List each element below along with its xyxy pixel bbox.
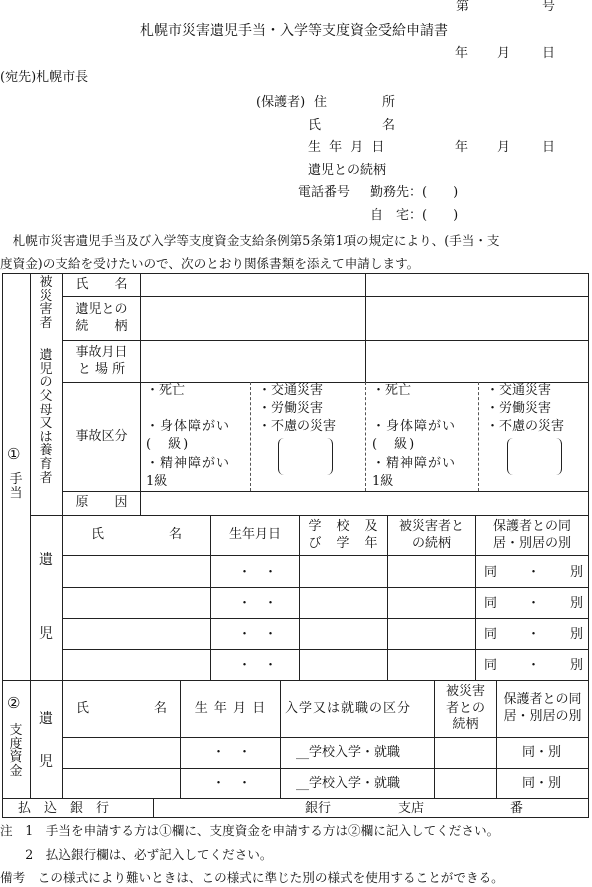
parent-category-death[interactable]: ・死亡 [372, 383, 412, 398]
parent-name-field[interactable] [366, 274, 588, 296]
addressee: (宛先)札幌市長 [0, 70, 89, 85]
work-phone-label: 勤務先：( ) [370, 185, 459, 200]
address-label-2: 所 [382, 95, 396, 110]
victim-relation-field[interactable] [141, 297, 365, 340]
serial-suffix: 号 [542, 0, 556, 14]
child-row-2-dob[interactable]: ・ ・ [238, 596, 278, 611]
parent-type-labor[interactable]: ・労働災害 [486, 401, 552, 416]
parent-accident-field[interactable] [366, 341, 588, 382]
victim-relation-label: 遺児との 続 柄 [75, 301, 128, 334]
address-label-1: 住 [314, 95, 328, 110]
section2-number: ② [7, 694, 21, 712]
orphan-label-1: 遺 [39, 552, 53, 568]
victim-name-field[interactable] [141, 274, 365, 296]
note-2: 2 払込銀行欄は、必ず記入してください。 [0, 847, 273, 862]
child-relation-header: 被災害者との続柄 [398, 518, 464, 551]
serial-prefix: 第 [456, 0, 470, 14]
victim-category-mental[interactable]: ・精神障がい [146, 456, 231, 471]
date-month-label: 月 [497, 46, 511, 61]
s2-row-2-cohab[interactable]: 同・別 [522, 776, 562, 791]
child-row-1-cohab-sep: ・ [527, 565, 541, 580]
child-row-3-cohab-same[interactable]: 同 [484, 627, 498, 642]
birth-year-label: 年 [455, 140, 469, 155]
child-row-2-cohab-apart[interactable]: 別 [570, 596, 584, 611]
form-title: 札幌市災害遺児手当・入学等支度資金受給申請書 [140, 23, 448, 39]
note-remarks: 備考 この様式により難いときは、この様式に準じた別の様式を使用することができる。 [0, 870, 504, 885]
s2-row-2-dob[interactable]: ・ ・ [212, 776, 252, 791]
parent-bracket [507, 438, 562, 475]
date-year-label: 年 [455, 46, 469, 61]
bank-number-suffix: 番 [510, 801, 524, 816]
child-name-header: 氏 名 [90, 527, 182, 543]
parent-relation-field[interactable] [366, 297, 588, 340]
home-phone-label: 自 宅：( ) [370, 208, 459, 223]
parent-type-accident[interactable]: ・不慮の災害 [486, 419, 565, 434]
s2-row-1-entry[interactable]: __学校入学・就職 [296, 745, 401, 760]
victim-category-grade: ( 級) [146, 437, 191, 452]
s2-dob-header: 生 年 月 日 [194, 700, 267, 716]
parent-type-traffic[interactable]: ・交通災害 [486, 383, 552, 398]
intro-line-2: 度資金)の支給を受けたいので、次のとおり関係書類を添えて申請します。 [0, 256, 420, 271]
section1-number: ① [7, 445, 21, 463]
s2-relation-header: 被災害者との続柄 [445, 683, 485, 733]
victim-accident-field[interactable] [141, 341, 365, 382]
s2-entry-header: 入学又は就職の区分 [285, 700, 412, 716]
s2-name-header: 氏 名 [75, 700, 167, 716]
birth-month-label: 月 [497, 140, 511, 155]
child-cohab-header: 保護者との同居・別居の別 [492, 518, 571, 551]
s2-row-2-entry[interactable]: __学校入学・就職 [296, 776, 401, 791]
child-row-3-cohab-apart[interactable]: 別 [570, 627, 584, 642]
parent-category-mental[interactable]: ・精神障がい [372, 456, 457, 471]
child-row-4-dob[interactable]: ・ ・ [238, 658, 278, 673]
child-row-4-cohab-same[interactable]: 同 [484, 658, 498, 673]
relation-label: 遺児との続柄 [308, 163, 387, 178]
victim-category-grade1: 1級 [146, 474, 168, 489]
section2-label: 支 度 資 金 [9, 723, 23, 779]
s2-cohab-header: 保護者との同居・別居の別 [503, 692, 582, 724]
victim-label: 被 災 害 者 [39, 275, 53, 331]
orphan-label-2: 児 [39, 626, 53, 642]
child-dob-header: 生年月日 [228, 527, 281, 543]
date-day-label: 日 [542, 46, 556, 61]
parent-category-physical[interactable]: ・身体障がい [372, 419, 457, 434]
s2-row-1-dob[interactable]: ・ ・ [212, 745, 252, 760]
victim-category-physical[interactable]: ・身体障がい [146, 419, 231, 434]
intro-line-1: 札幌市災害遺児手当及び入学等支度資金支給条例第5条第1項の規定により、(手当・支 [0, 233, 500, 248]
accident-category-label: 事故区分 [75, 428, 128, 444]
cause-label: 原 因 [75, 495, 128, 511]
child-row-3-dob[interactable]: ・ ・ [238, 627, 278, 642]
child-row-3-cohab-sep: ・ [527, 627, 541, 642]
bank-account-field[interactable] [154, 799, 588, 817]
child-row-4-cohab-apart[interactable]: 別 [570, 658, 584, 673]
birthdate-label: 生 年 月 日 [308, 140, 387, 155]
parent-category-grade1: 1級 [372, 474, 394, 489]
name-label-2: 名 [382, 118, 396, 133]
bank-branch-suffix: 支店 [398, 801, 425, 816]
victim-bracket [278, 438, 333, 475]
child-row-1-cohab-same[interactable]: 同 [484, 565, 498, 580]
name-label-1: 氏 [308, 118, 322, 133]
child-row-1-cohab-apart[interactable]: 別 [570, 565, 584, 580]
section2-orphan-label-1: 遺 [39, 711, 53, 727]
birth-day-label: 日 [542, 140, 556, 155]
child-row-2-cohab-same[interactable]: 同 [484, 596, 498, 611]
child-row-2-cohab-sep: ・ [527, 596, 541, 611]
section2-orphan-label-2: 児 [39, 754, 53, 770]
phone-label: 電話番号 [298, 185, 351, 200]
victim-category-death[interactable]: ・死亡 [146, 383, 186, 398]
bank-label: 払 込 銀 行 [18, 801, 110, 816]
accident-date-place-label: 事故月日 と 場 所 [75, 344, 128, 377]
cause-field[interactable] [141, 492, 588, 515]
parent-label: 遺 児 の 父 母 又 は 養 育 者 [39, 348, 53, 486]
note-1: 注 1 手当を申請する方は①欄に、支度資金を申請する方は②欄に記入してください。 [0, 823, 500, 838]
section1-label: 手 当 [9, 472, 23, 501]
child-school-header: 学 校 及び 学 年 [308, 518, 379, 551]
child-row-4-cohab-sep: ・ [527, 658, 541, 673]
bank-name-suffix: 銀行 [305, 801, 332, 816]
guardian-prefix: (保護者) [256, 95, 306, 110]
victim-type-accident[interactable]: ・不慮の災害 [258, 419, 337, 434]
parent-category-grade: ( 級) [372, 437, 417, 452]
victim-type-traffic[interactable]: ・交通災害 [258, 383, 324, 398]
victim-type-labor[interactable]: ・労働災害 [258, 401, 324, 416]
child-row-1-dob[interactable]: ・ ・ [238, 565, 278, 580]
victim-name-label: 氏 名 [75, 276, 128, 292]
s2-row-1-cohab[interactable]: 同・別 [522, 745, 562, 760]
